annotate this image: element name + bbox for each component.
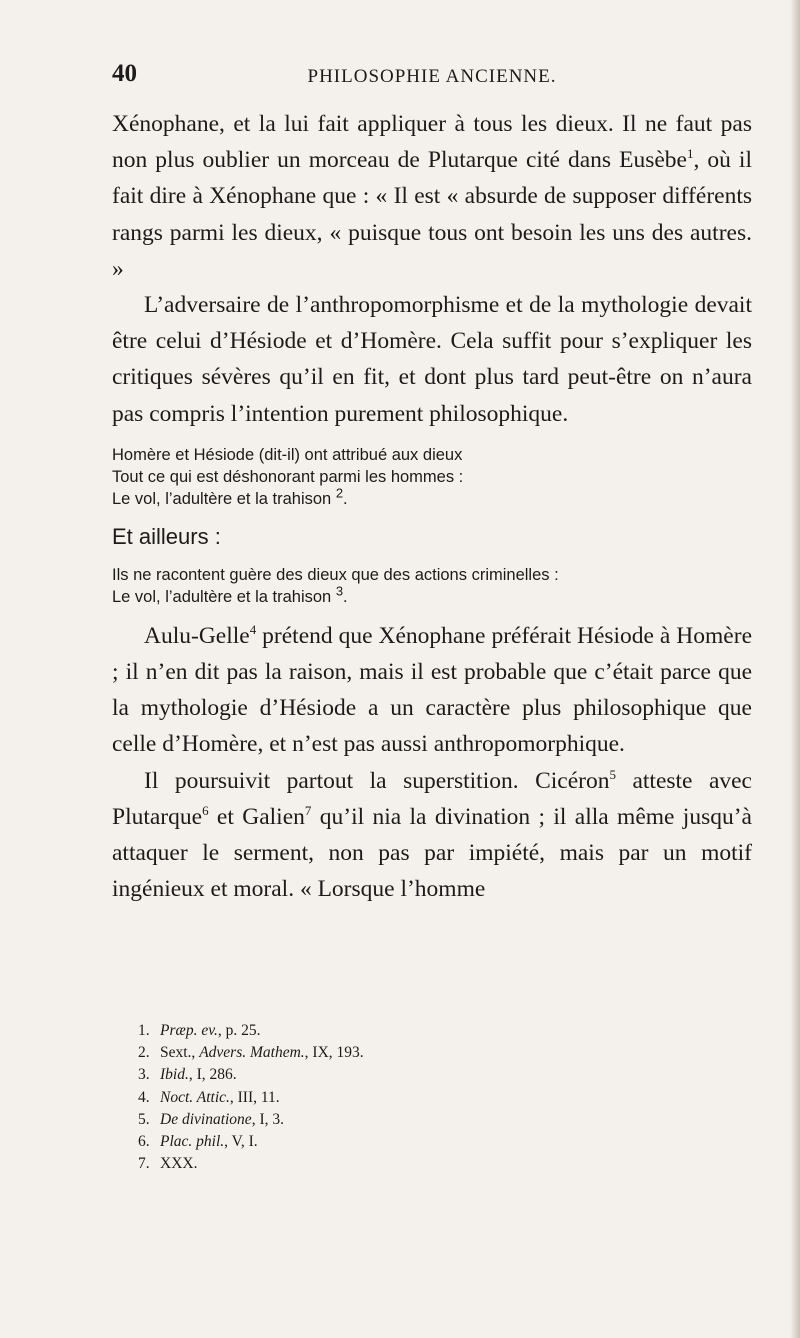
footnote-rest: , I, 3. — [251, 1110, 284, 1128]
footnote-pre: Sext., — [160, 1044, 200, 1062]
footnote-number: 5. — [138, 1110, 150, 1128]
footnote-title: Noct. Attic. — [160, 1088, 230, 1106]
footnote-rest: , I, 286. — [188, 1066, 237, 1084]
footnote-rest: , III, 11. — [229, 1088, 280, 1106]
footnote-number: 7. — [138, 1155, 150, 1173]
footnote-5 — [138, 1109, 738, 1131]
verse-line: Tout ce qui est déshonorant parmi les hommes : — [112, 467, 464, 486]
verse-line-end: . — [343, 587, 348, 606]
footnote-7 — [138, 1153, 738, 1175]
paragraph-1-text-a: Xénophane, et la lui fait appliquer à tous les dieux. Il ne faut pas non plus oublier un morceau de Plutarque cité dans Eusèbe — [112, 111, 752, 174]
footnotes — [138, 1020, 738, 1175]
footnote-number: 6. — [138, 1133, 150, 1151]
footnote-title: Præp. ev. — [160, 1022, 218, 1039]
footnote-2 — [138, 1042, 738, 1064]
footnote-rest: , V, I. — [224, 1133, 258, 1151]
footnote-rest: XXX. — [160, 1155, 198, 1173]
verse-line — [112, 485, 752, 510]
body-text — [112, 106, 752, 907]
footnote-number: 4. — [138, 1088, 150, 1106]
footnote-ref-3: 3 — [335, 583, 344, 599]
verse-line-end: . — [343, 489, 348, 508]
verse-line-text: Le vol, l’adultère et la trahison — [112, 489, 332, 508]
footnote-ref-7: 7 — [304, 803, 312, 819]
paragraph-1-text-b: , où il fait dire à Xénophane que : « Il est « absurde de supposer différents rangs parmi les dieux, « puisque tous ont besoin les uns des autres. » — [112, 147, 752, 282]
footnote-ref-5: 5 — [609, 766, 616, 782]
footnote-number: 1. — [138, 1022, 150, 1039]
footnote-6 — [138, 1131, 738, 1153]
footnote-ref-6: 6 — [202, 803, 209, 819]
paragraph-3 — [112, 618, 752, 763]
verse-quote-2 — [112, 564, 752, 608]
footnote-title: Plac. phil. — [160, 1133, 225, 1151]
paragraph-4 — [112, 763, 752, 908]
paragraph-1 — [112, 106, 752, 287]
verse-line — [112, 583, 752, 608]
et-ailleurs-heading: Et ailleurs : — [112, 523, 221, 549]
paragraph-3-text-b: prétend que Xénophane préférait Hésiode à Homère ; il n’en dit pas la raison, mais il est probable que c’était parce que la mythologie d’Hésiode a un caractère plus philosophique que celle d’Homère, et n’est pas aussi anthropomorphique. — [112, 622, 752, 758]
footnote-ref-1: 1 — [686, 146, 694, 162]
page-number: 40 — [112, 60, 137, 87]
footnote-title: Advers. Mathem. — [199, 1044, 305, 1062]
paragraph-3-text-a: Aulu-Gelle — [144, 622, 250, 649]
footnote-rest: , p. 25. — [217, 1022, 261, 1039]
verse-line-text: Le vol, l’adultère et la trahison — [112, 587, 332, 606]
footnote-3 — [138, 1064, 738, 1086]
paragraph-4-text-c: et Galien — [208, 803, 305, 830]
footnote-number: 3. — [138, 1066, 150, 1084]
footnote-number: 2. — [138, 1044, 150, 1062]
footnote-rest: , IX, 193. — [304, 1044, 364, 1062]
verse-quote-1 — [112, 444, 752, 510]
footnote-title: Ibid. — [160, 1066, 189, 1084]
verse-line: Ils ne racontent guère des dieux que des actions criminelles : — [112, 565, 559, 584]
page-header — [112, 60, 752, 94]
page-edge — [790, 0, 800, 1338]
footnote-ref-2: 2 — [335, 485, 344, 501]
paragraph-4-text-b: atteste avec Plutarque — [112, 767, 752, 830]
running-head: PHILOSOPHIE ANCIENNE. — [307, 66, 557, 87]
paragraph-4-text-d: qu’il nia la divination ; il alla même jusqu’à attaquer le serment, non pas par impiété, mais par un motif ingénieux et moral. « Lorsque l’homme — [112, 803, 752, 903]
paragraph-2: L’adversaire de l’anthropomorphisme et de la mythologie devait être celui d’Hésiode et d’Homère. Cela suffit pour s’expliquer les critiques sévères qu’il en fit, et dont plus tard peut-être on n’aura pas compris l’intention purement philosophique. — [112, 292, 752, 427]
footnote-ref-4: 4 — [249, 622, 257, 637]
verse-line: Homère et Hésiode (dit-il) ont attribué aux dieux — [112, 445, 463, 464]
footnote-4 — [138, 1087, 738, 1109]
footnote-title: De divinatione — [160, 1110, 252, 1128]
footnote-1 — [138, 1020, 738, 1042]
paragraph-4-text-a: Il poursuivit partout la superstition. Cicéron — [144, 767, 610, 794]
